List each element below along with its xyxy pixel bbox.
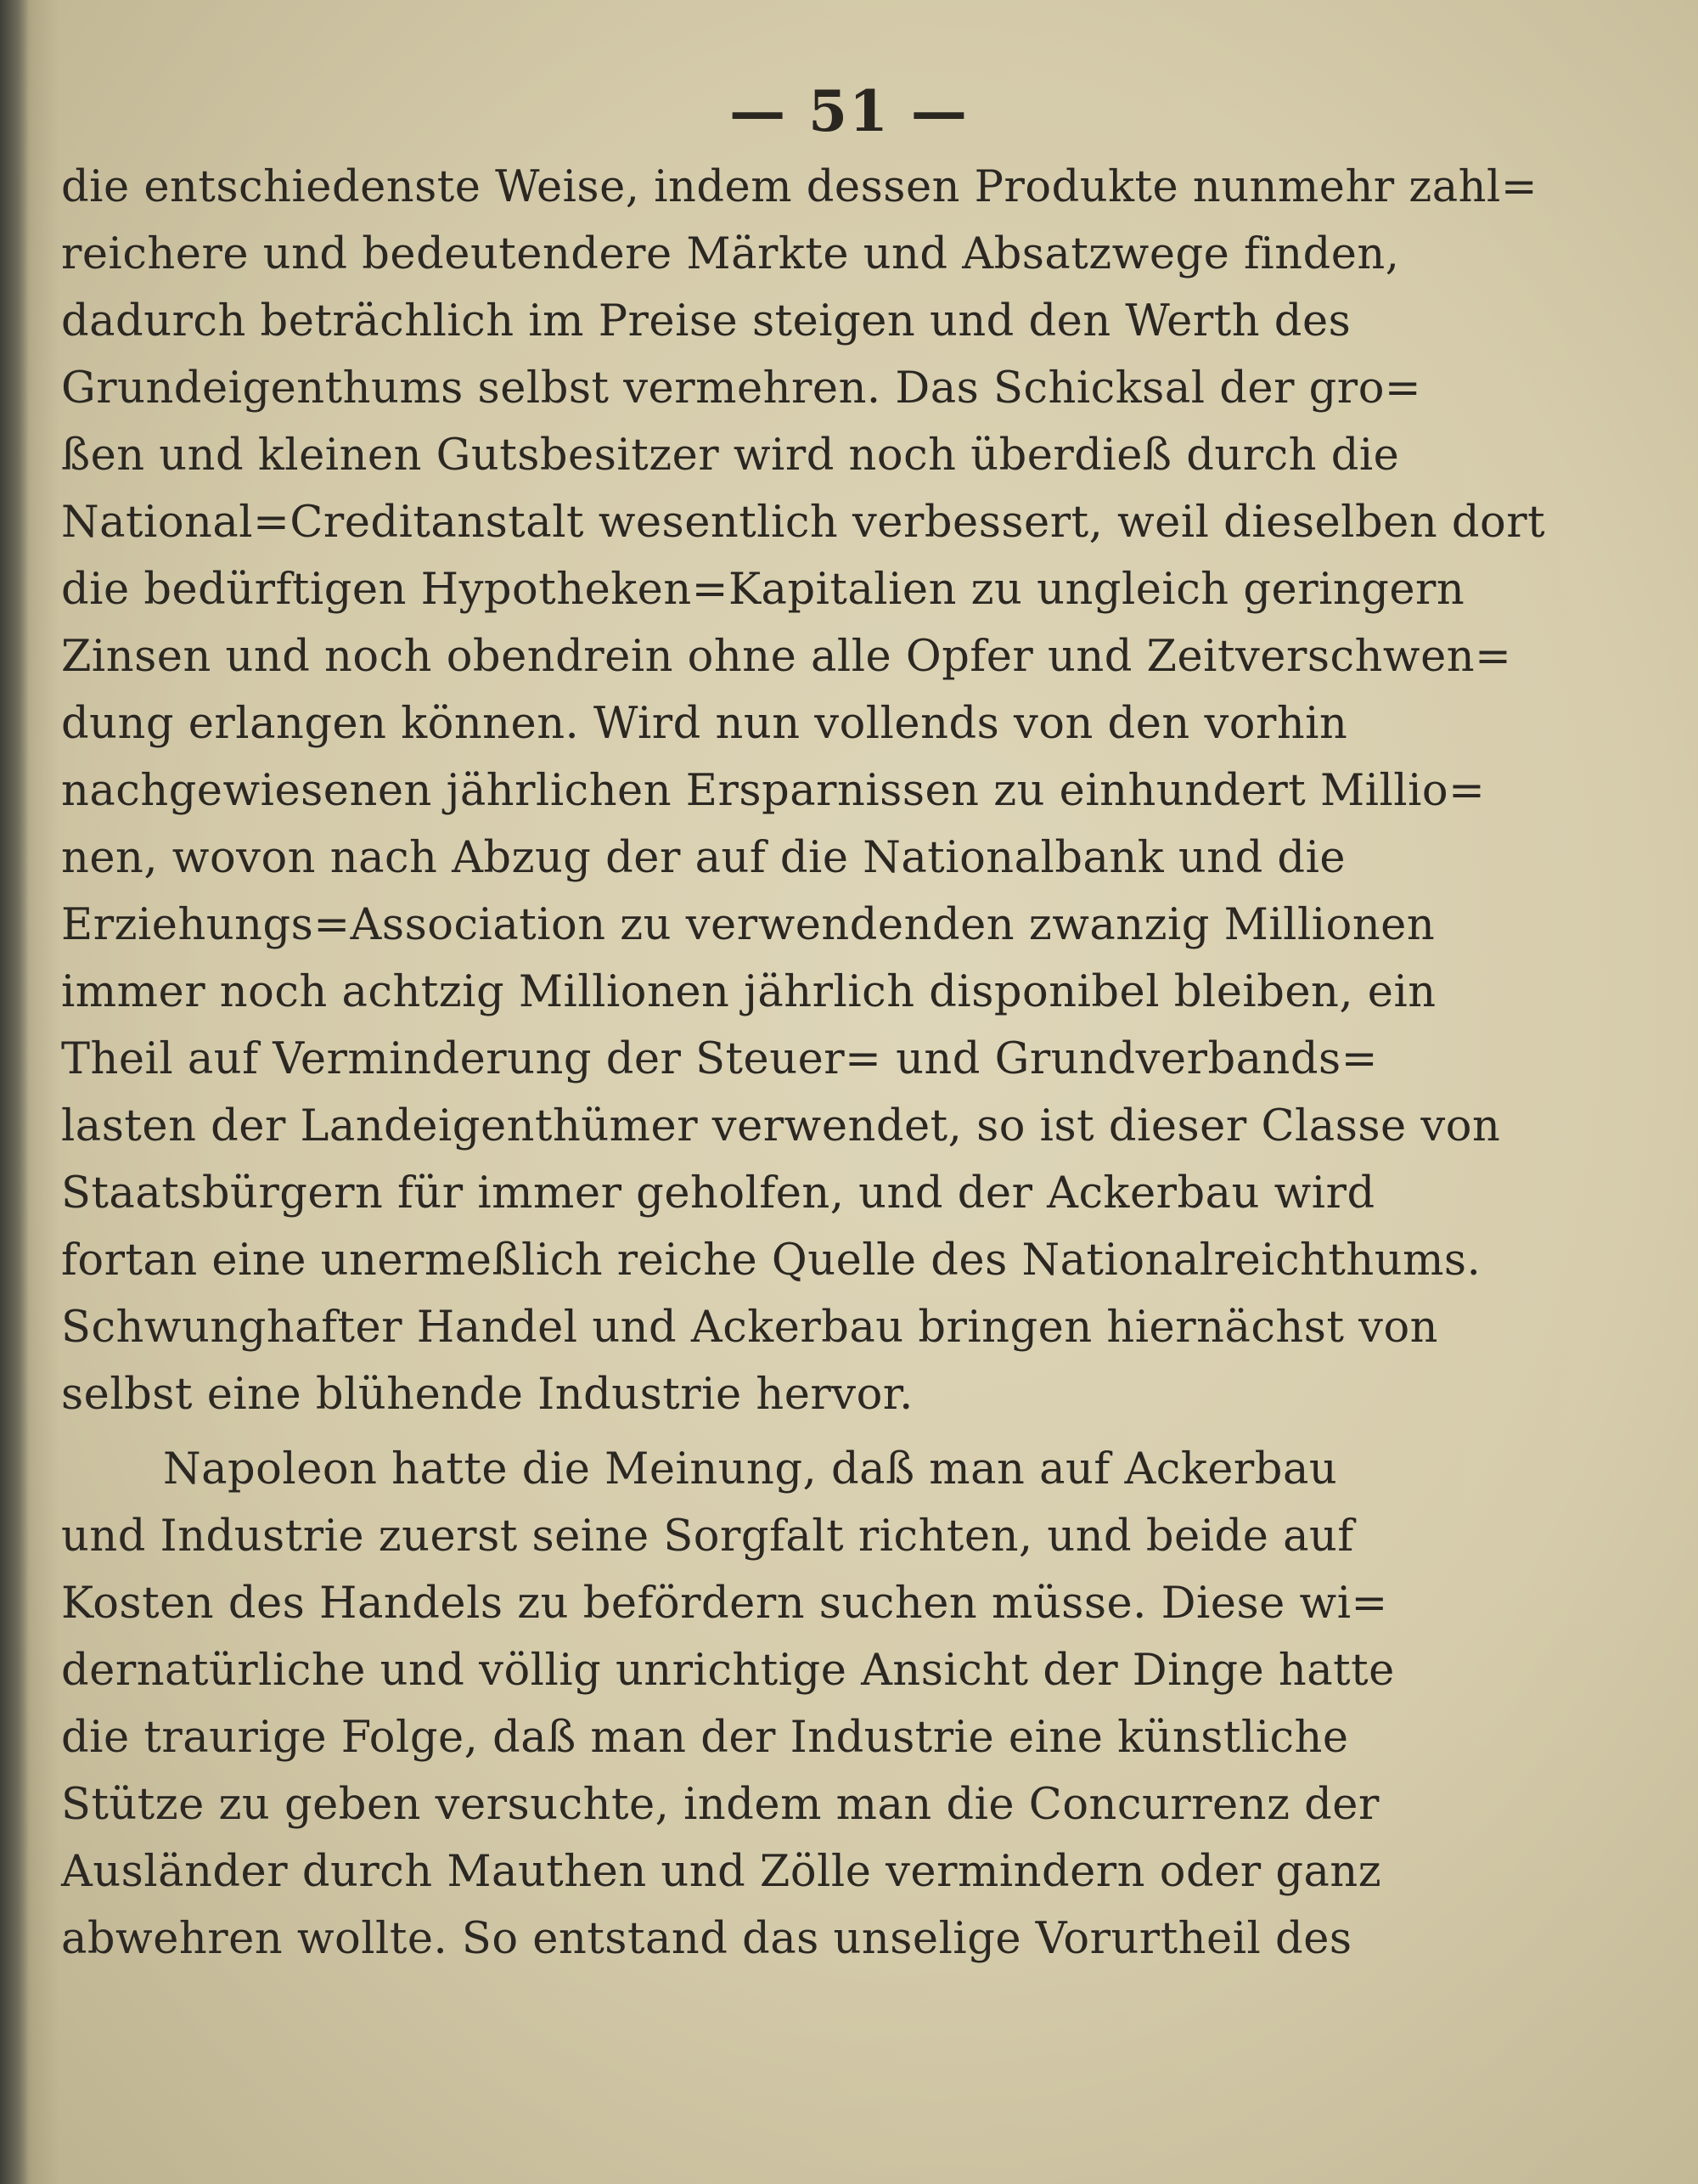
text-line: die traurige Folge, daß man der Industrie eine künstliche	[61, 1713, 1349, 1763]
text-line: Staatsbürgern für immer geholfen, und der Ackerbau wird	[61, 1168, 1375, 1219]
text-line: reichere und bedeutendere Märkte und Absatzwege finden,	[61, 229, 1400, 279]
text-line: Kosten des Handels zu befördern suchen müsse. Diese wi=	[61, 1579, 1388, 1629]
binding-edge	[0, 0, 29, 2184]
text-line: National=Creditanstalt wesentlich verbessert, weil dieselben dort	[61, 498, 1546, 548]
text-line: ßen und kleinen Gutsbesitzer wird noch überdieß durch die	[61, 431, 1400, 481]
text-line: selbst eine blühende Industrie hervor.	[61, 1370, 914, 1420]
body-text	[61, 162, 1589, 2068]
text-line: Zinsen und noch obendrein ohne alle Opfer und Zeitverschwen=	[61, 632, 1512, 682]
text-line: die bedürftigen Hypotheken=Kapitalien zu ungleich geringern	[61, 565, 1465, 615]
text-line: lasten der Landeigenthümer verwendet, so ist dieser Classe von	[61, 1101, 1501, 1151]
text-line: die entschiedenste Weise, indem dessen Produkte nunmehr zahl=	[61, 162, 1538, 212]
text-line: dung erlangen können. Wird nun vollends von den vorhin	[61, 699, 1348, 749]
text-line: Ausländer durch Mauthen und Zölle vermindern oder ganz	[61, 1847, 1382, 1897]
text-line: und Industrie zuerst seine Sorgfalt richten, und beide auf	[61, 1511, 1354, 1562]
text-line: dadurch beträchlich im Preise steigen und den Werth des	[61, 296, 1352, 346]
text-line: Schwunghafter Handel und Ackerbau bringen hiernächst von	[61, 1303, 1439, 1353]
text-line: Stütze zu geben versuchte, indem man die Concurrenz der	[61, 1780, 1380, 1830]
text-line: abwehren wollte. So entstand das unselige Vorurtheil des	[61, 1914, 1352, 1964]
text-line: fortan eine unermeßlich reiche Quelle des Nationalreichthums.	[61, 1236, 1482, 1286]
text-line: dernatürliche und völlig unrichtige Ansicht der Dinge hatte	[61, 1646, 1395, 1696]
page-number: — 51 —	[729, 78, 969, 144]
text-line: immer noch achtzig Millionen jährlich disponibel bleiben, ein	[61, 967, 1437, 1017]
text-line: nen, wovon nach Abzug der auf die Nationalbank und die	[61, 833, 1347, 883]
text-line: Erziehungs=Association zu verwendenden zwanzig Millionen	[61, 900, 1436, 950]
text-line: nachgewiesenen jährlichen Ersparnissen zu einhundert Millio=	[61, 766, 1486, 816]
text-line: Theil auf Verminderung der Steuer= und Grundverbands=	[61, 1034, 1378, 1084]
text-line: Grundeigenthums selbst vermehren. Das Schicksal der gro=	[61, 363, 1422, 414]
paragraph-start-line: Napoleon hatte die Meinung, daß man auf Ackerbau	[163, 1444, 1338, 1494]
